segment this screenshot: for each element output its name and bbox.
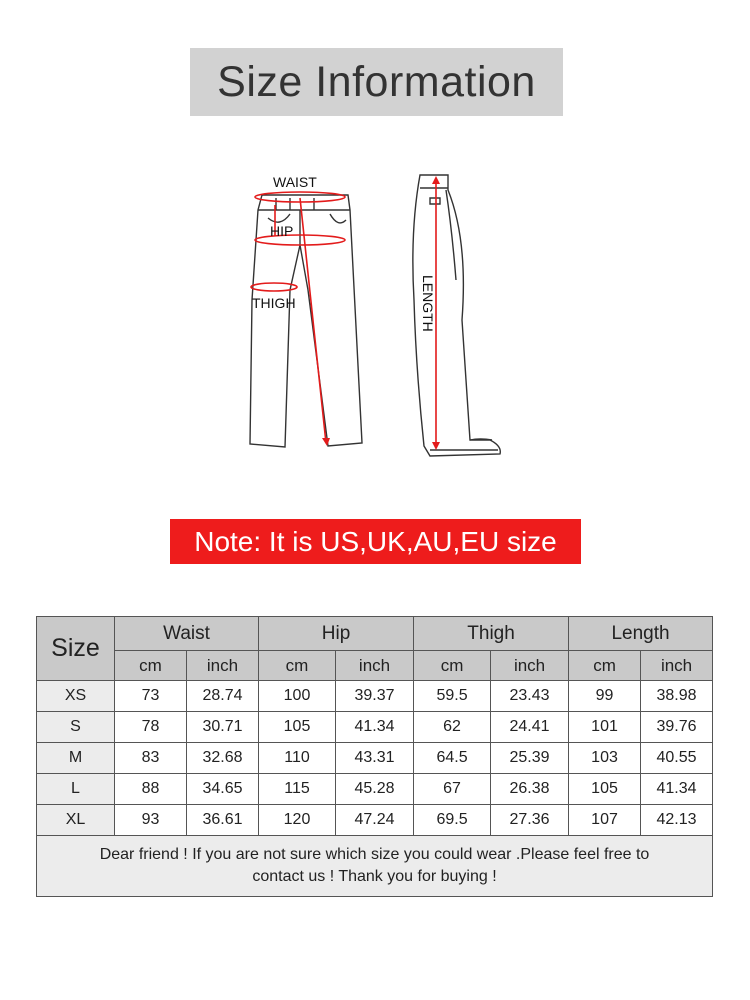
table-cell: 64.5 [414,743,491,774]
table-cell: 115 [259,774,336,805]
table-cell: 32.68 [187,743,259,774]
table-cell: 100 [259,681,336,712]
table-row [37,774,713,805]
size-cell: XL [37,805,115,836]
arrow-up-icon [432,176,440,184]
size-column-header: Size [37,617,115,681]
table-cell: 39.37 [336,681,414,712]
size-cell: M [37,743,115,774]
pants-front-icon [250,195,362,447]
unit-header: cm [569,651,641,681]
table-cell: 105 [259,712,336,743]
table-cell: 38.98 [641,681,713,712]
table-cell: 78 [115,712,187,743]
table-cell: 93 [115,805,187,836]
table-cell: 25.39 [491,743,569,774]
table-cell: 62 [414,712,491,743]
unit-header: inch [336,651,414,681]
page-title: Size Information [217,57,536,106]
table-cell: 30.71 [187,712,259,743]
table-row [37,805,713,836]
table-cell: 105 [569,774,641,805]
arrow-head-icon [322,438,330,446]
table-cell: 69.5 [414,805,491,836]
unit-header: inch [187,651,259,681]
hip-header: Hip [259,617,414,651]
table-cell: 26.38 [491,774,569,805]
table-cell: 41.34 [336,712,414,743]
size-note-banner [170,519,581,564]
size-chart-table [36,616,713,897]
waist-label: WAIST [273,174,317,190]
table-cell: 24.41 [491,712,569,743]
table-row [37,712,713,743]
hip-label: HIP [270,223,294,239]
table-cell: 40.55 [641,743,713,774]
table-cell: 36.61 [187,805,259,836]
table-cell: 59.5 [414,681,491,712]
table-cell: 23.43 [491,681,569,712]
title-banner [190,48,563,116]
table-cell: 99 [569,681,641,712]
table-cell: 88 [115,774,187,805]
size-note: Note: It is US,UK,AU,EU size [194,525,557,557]
table-cell: 83 [115,743,187,774]
unit-header: inch [491,651,569,681]
table-cell: 45.28 [336,774,414,805]
length-header: Length [569,617,713,651]
unit-header: cm [414,651,491,681]
table-cell: 110 [259,743,336,774]
table-row [37,681,713,712]
table-cell: 101 [569,712,641,743]
arrow-down-icon [432,442,440,450]
size-cell: S [37,712,115,743]
table-footer-note: Dear friend ! If you are not sure which size you could wear .Please feel free to contact us ! Thank you for buying ! [37,836,713,897]
table-cell: 42.13 [641,805,713,836]
table-cell: 34.65 [187,774,259,805]
unit-header: cm [115,651,187,681]
waist-header: Waist [115,617,259,651]
thigh-label: THIGH [252,295,296,311]
unit-header: inch [641,651,713,681]
table-cell: 103 [569,743,641,774]
table-row [37,743,713,774]
measurement-diagram [0,150,750,480]
table-cell: 41.34 [641,774,713,805]
size-cell: XS [37,681,115,712]
front-measure-lines [251,192,345,443]
table-cell: 43.31 [336,743,414,774]
table-cell: 27.36 [491,805,569,836]
table-cell: 73 [115,681,187,712]
size-cell: L [37,774,115,805]
table-cell: 39.76 [641,712,713,743]
table-cell: 107 [569,805,641,836]
length-label: LENGTH [420,275,436,332]
table-cell: 47.24 [336,805,414,836]
unit-header: cm [259,651,336,681]
table-cell: 67 [414,774,491,805]
thigh-header: Thigh [414,617,569,651]
table-cell: 120 [259,805,336,836]
table-cell: 28.74 [187,681,259,712]
